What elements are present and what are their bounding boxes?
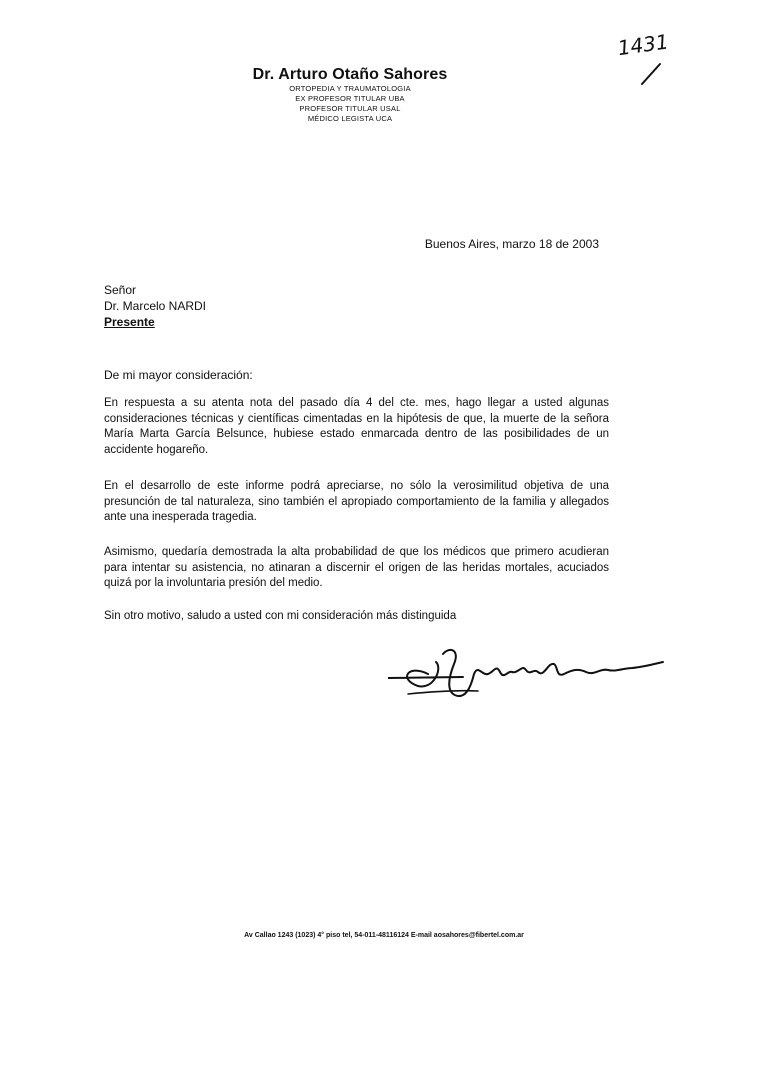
letter-footer: Av Callao 1243 (1023) 4° piso tel, 54-011-48116124 E-mail aosahores@fibertel.com.ar <box>244 932 524 939</box>
letterhead-title: EX PROFESOR TITULAR UBA <box>295 94 405 103</box>
handwritten-file-number <box>612 22 682 92</box>
letterhead-title: MÉDICO LEGISTA UCA <box>307 114 393 123</box>
recipient-presente: Presente <box>104 315 155 329</box>
letter-date: Buenos Aires, marzo 18 de 2003 <box>424 237 599 251</box>
handnote-text: 1431 <box>616 29 671 61</box>
body-paragraph: En el desarrollo de este informe podrá apreciarse, no sólo la verosimilitud objetiva de una presunción de tal naturaleza, sino también el apropiado comportamiento de la familia y allegados ante una inesperada tragedia. <box>104 480 609 523</box>
recipient-name: Dr. Marcelo NARDI <box>104 299 207 313</box>
handwritten-signature <box>388 634 673 704</box>
salutation: De mi mayor consideración: <box>104 368 253 382</box>
body-paragraph: Asimismo, quedaría demostrada la alta probabilidad de que los médicos que primero acudieran para intentar su asistencia, no atinaran a discernir el origen de las heridas mortales, acuciados quizá por la involuntaria presión del medio. <box>104 546 609 589</box>
recipient-honorific: Señor <box>104 283 137 297</box>
letterhead-title: PROFESOR TITULAR USAL <box>299 104 401 113</box>
closing-line: Sin otro motivo, saludo a usted con mi consideración más distinguida <box>104 610 457 622</box>
letterhead-title: ORTOPEDIA Y TRAUMATOLOGIA <box>289 84 411 93</box>
recipient-block <box>104 282 206 330</box>
body-paragraph: En respuesta a su atenta nota del pasado día 4 del cte. mes, hago llegar a usted algunas consideraciones técnicas y científicas cimentadas en la hipótesis de que, la muerte de la señora María Marta García Belsunce, hubiese estado enmarcada dentro de las posibilidades de un accidente hogareño. <box>104 397 609 456</box>
letterhead <box>200 66 500 124</box>
doctor-name: Dr. Arturo Otaño Sahores <box>252 66 448 83</box>
